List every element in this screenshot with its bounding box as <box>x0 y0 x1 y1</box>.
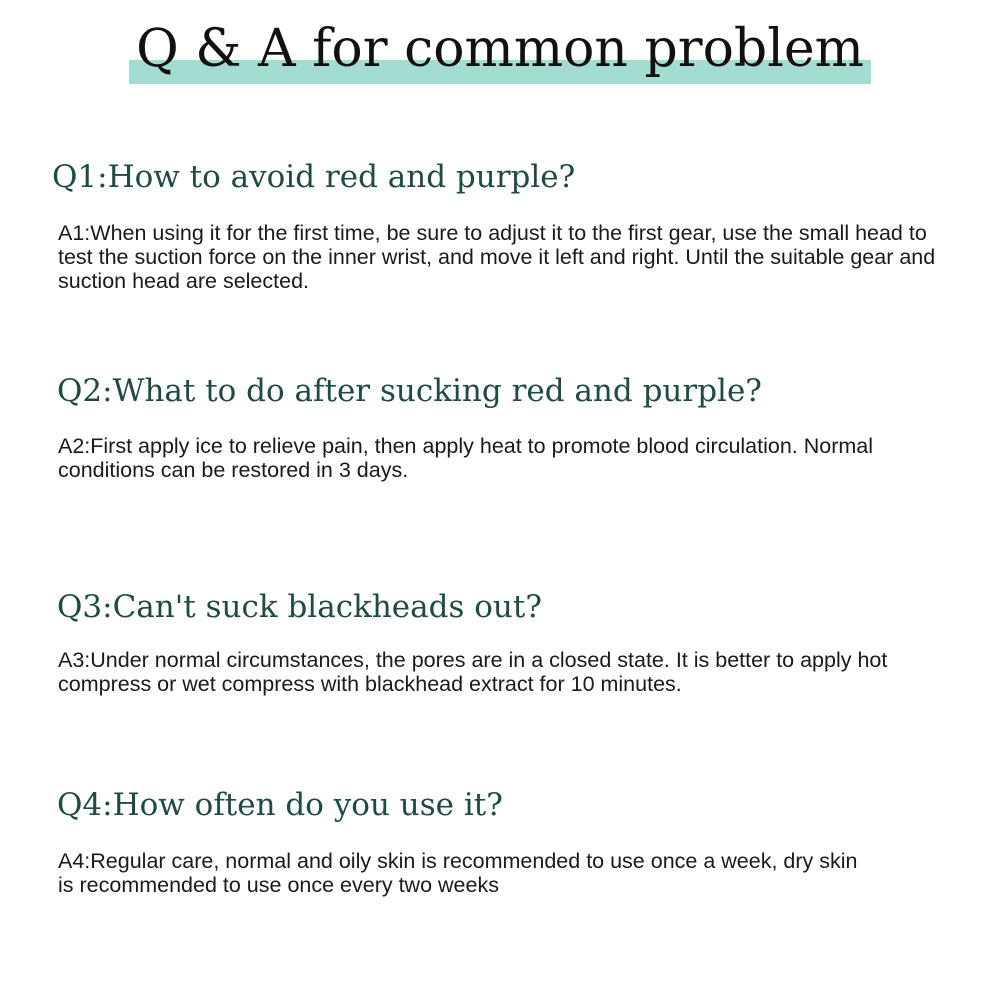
question-3: Q3:Can't suck blackheads out? <box>57 589 542 625</box>
answer-4: A4:Regular care, normal and oily skin is recommended to use once a week, dry skin is recommended to use once every two weeks <box>58 849 858 897</box>
answer-1: A1:When using it for the first time, be sure to adjust it to the first gear, use the small head to test the suction force on the inner wrist, and move it left and right. Until the suitable gear and suction head are selected. <box>58 221 936 293</box>
answer-3: A3:Under normal circumstances, the pores are in a closed state. It is better to apply hot compress or wet compress with blackhead extract for 10 minutes. <box>58 648 888 696</box>
question-1: Q1:How to avoid red and purple? <box>52 159 576 195</box>
question-4: Q4:How often do you use it? <box>57 787 503 823</box>
page-title-block <box>129 14 871 86</box>
page-title: Q & A for common problem <box>136 19 864 79</box>
question-2: Q2:What to do after sucking red and purple? <box>57 373 762 409</box>
answer-2: A2:First apply ice to relieve pain, then apply heat to promote blood circulation. Normal conditions can be restored in 3 days. <box>58 434 874 482</box>
